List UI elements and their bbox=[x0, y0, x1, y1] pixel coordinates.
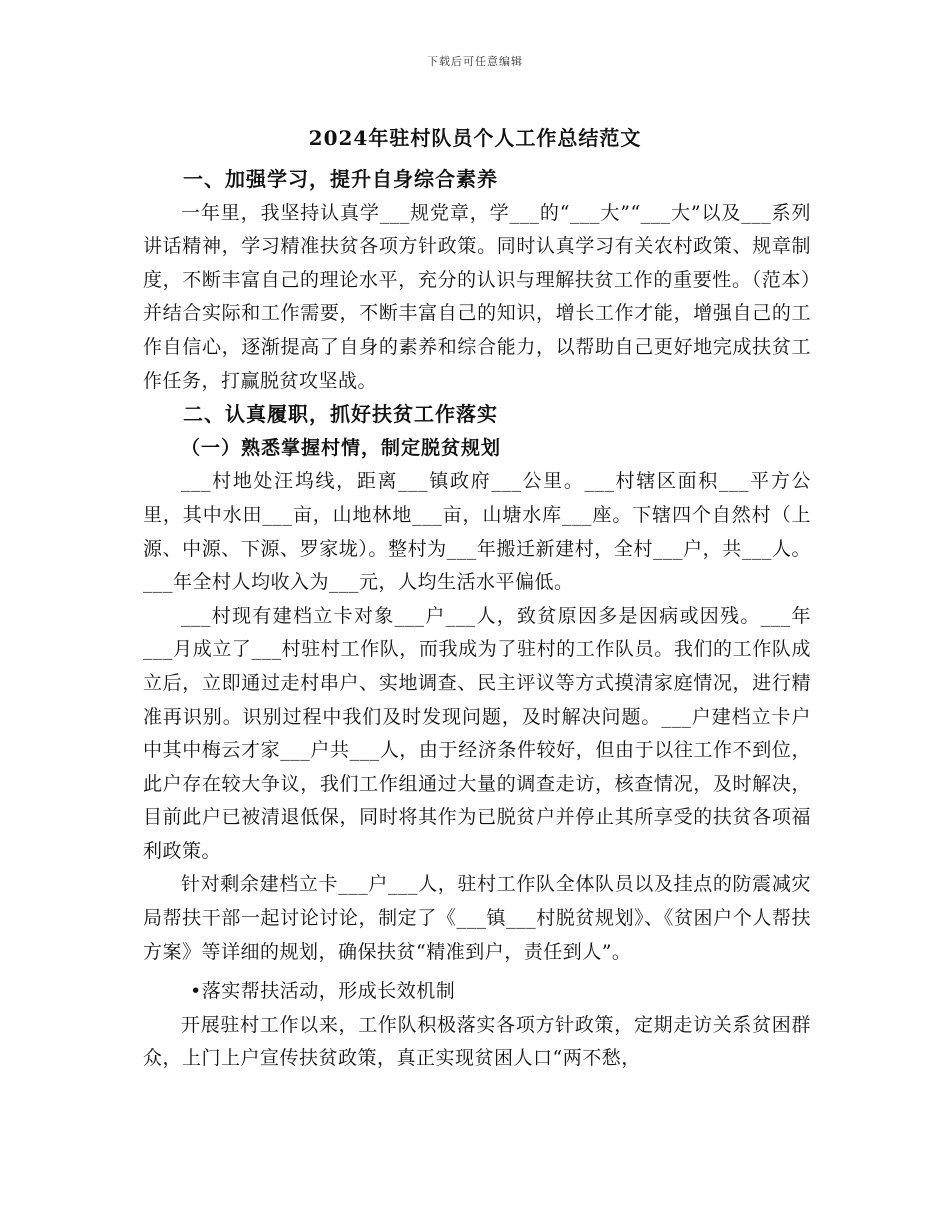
header-note: 下载后可任意编辑 bbox=[427, 55, 523, 68]
paragraph-planning: 针对剩余建档立卡___户___人，驻村工作队全体队员以及挂点的防震减灾局帮扶干部一起讨论讨论，制定了《___镇___村脱贫规划》、《贫困户个人帮扶方案》等详细的规划，确保扶贫“精准到户，责任到人”。 bbox=[143, 873, 811, 963]
document-body bbox=[143, 163, 811, 1076]
paragraph-village-info: ___村地处汪坞线，距离___镇政府___公里。___村辖区面积___平方公里，其中水田___亩，山地林地___亩，山塘水库___座。下辖四个自然村（上源、中源、下源、罗家垅）。整村为___年搬迁新建村，全村___户，共___人。___年全村人均收入为___元，人均生活水平偏低。 bbox=[143, 470, 811, 594]
subsection-heading-1: （一）熟悉掌握村情，制定脱贫规划 bbox=[181, 436, 502, 459]
paragraph-activities: 开展驻村工作以来，工作队积极落实各项方针政策，定期走访关系贫困群众，上门上户宣传扶贫政策，真正实现贫困人口“两不愁， bbox=[143, 1013, 811, 1070]
section-heading-2: 二、认真履职，抓好扶贫工作落实 bbox=[183, 402, 498, 427]
document-title: 2024年驻村队员个人工作总结范文 bbox=[308, 126, 642, 150]
paragraph-study: 一年里，我坚持认真学___规党章，学___的“___大”“___大”以及___系列讲话精神，学习精准扶贫各项方针政策。同时认真学习有关农村政策、规章制度，不断丰富自己的理论水平，充分的认识与理解扶贫工作的重要性。（范本）并结合实际和工作需要，不断丰富自己的知识，增长工作才能，增强自己的工作自信心，逐渐提高了自身的素养和综合能力，以帮助自己更好地完成扶贫工作任务，打赢脱贫攻坚战。 bbox=[143, 201, 811, 392]
paragraph-identification: ___村现有建档立卡对象___户___人，致贫原因多是因病或因残。___年___月成立了___村驻村工作队，而我成为了驻村的工作队员。我们的工作队成立后，立即通过走村串户、实地调查、民主评议等方式摸清家庭情况，进行精准再识别。识别过程中我们及时发现问题，及时解决问题。___户建档立卡户中其中梅云才家___户共___人，由于经济条件较好，但由于以往工作不到位，此户存在较大争议，我们工作组通过大量的调查走访，核查情况，及时解决，目前此户已被清退低保，同时将其作为已脱贫户并停止其所享受的扶贫各项福利政策。 bbox=[143, 604, 811, 862]
bullet-heading: •落实帮扶活动，形成长效机制 bbox=[190, 980, 456, 1003]
section-heading-1: 一、加强学习，提升自身综合素养 bbox=[183, 167, 498, 191]
